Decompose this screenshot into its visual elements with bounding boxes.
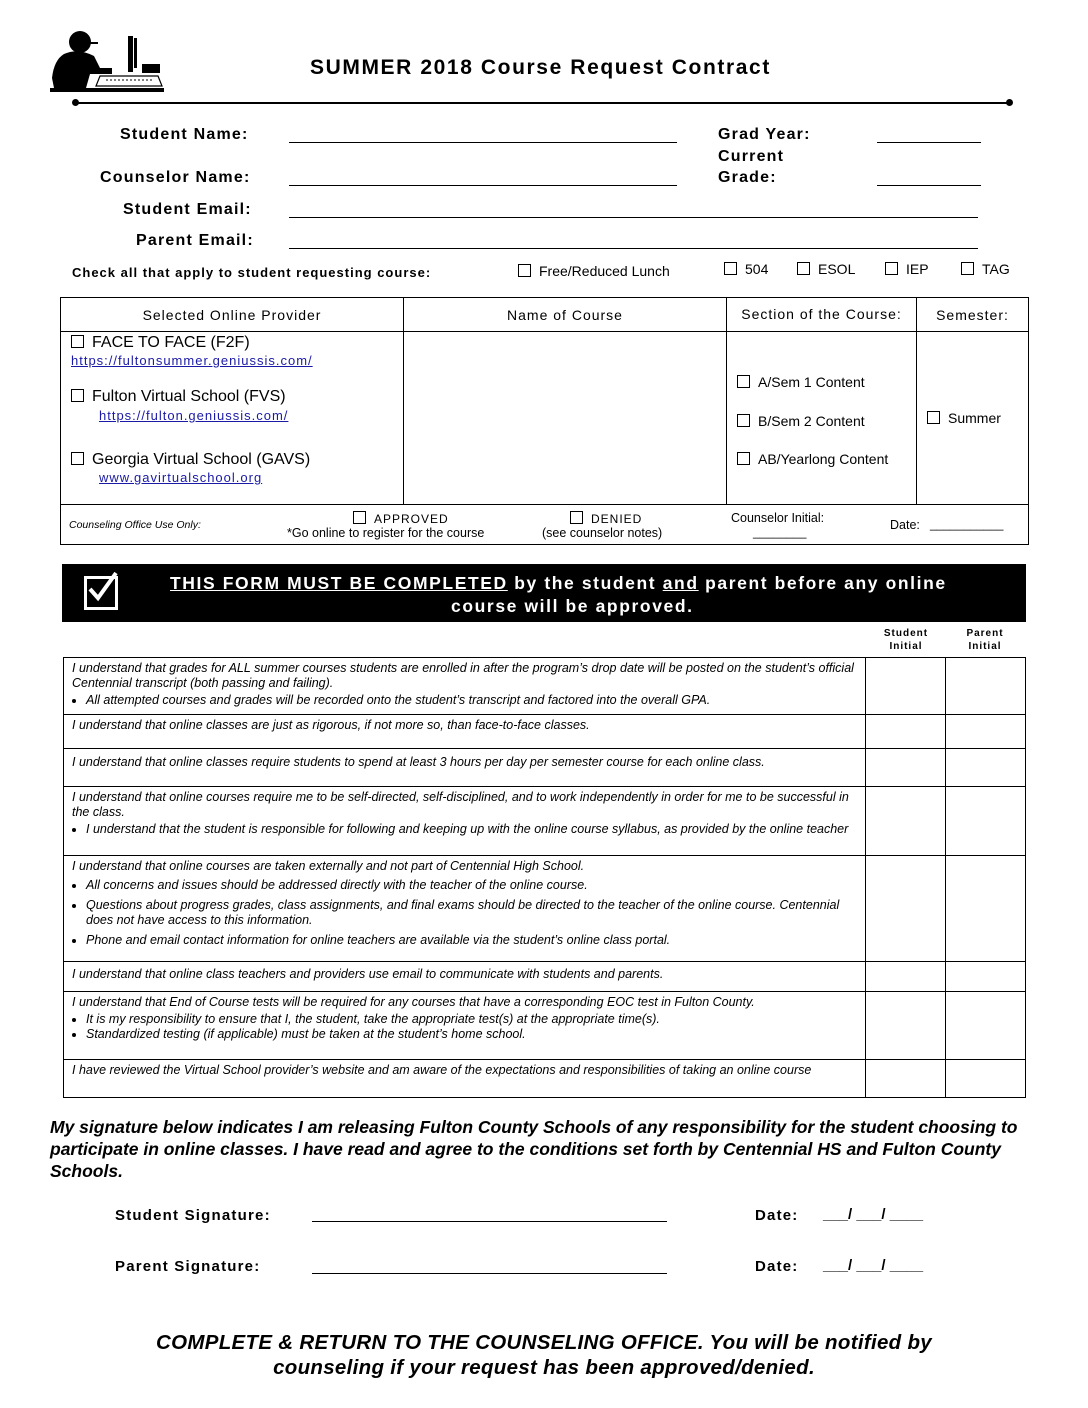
parent-date-field[interactable]: ___/ ___/ ____ [823,1257,924,1274]
student-initial-field[interactable] [866,856,946,962]
section-a-checkbox[interactable] [737,374,865,390]
header-course-name: Name of Course [404,298,727,332]
parent-initial-field[interactable] [946,715,1026,749]
statement-bullet: • Standardized testing (if applicable) must be taken at the student’s home school. [86,1027,857,1042]
approved-checkbox[interactable] [353,511,449,526]
tag-checkbox[interactable] [961,261,1010,277]
checkbox-icon [885,262,898,275]
checkbox-icon [353,511,366,524]
header-section: Section of the Course: [727,298,917,332]
banner-text-a: by the student [507,573,663,593]
checkbox-label: IEP [906,261,929,277]
summer-checkbox[interactable] [927,410,1001,426]
current-grade-label-2: Grade: [718,169,777,186]
student-initial-field[interactable] [866,749,946,787]
statement-text: I understand that online courses require me to be self-directed, self-disciplined, and to work independently in order for me to be successful in the class. [72,790,849,819]
section-label: B/Sem 2 Content [758,413,865,429]
checkbox-icon [797,262,810,275]
parent-initial-line-1: Parent [966,628,1004,639]
student-at-computer-logo [50,28,165,94]
grad-year-field[interactable] [877,142,981,143]
parent-initial-line-2: Initial [968,641,1002,652]
checkbox-icon [71,452,84,465]
parent-email-label: Parent Email: [136,232,254,249]
iep-checkbox[interactable] [885,261,929,277]
esol-checkbox[interactable] [797,261,855,277]
student-initial-field[interactable] [866,658,946,715]
statement-text: I understand that online classes require students to spend at least 3 hours per day per semester course for each online class. [72,755,765,769]
parent-signature-label: Parent Signature: [115,1258,261,1275]
checkbox-label: 504 [745,261,769,277]
statement-bullet: • Questions about progress grades, class assignments, and final exams should be directed to the teacher of the online course. Centennial does not have access to this information. [86,898,857,928]
parent-initial-field[interactable] [946,992,1026,1060]
provider-cell [61,332,404,505]
checkbox-icon [927,411,940,424]
banner-line-2: course will be approved. [451,596,694,616]
check-all-prompt: Check all that apply to student requesting course: [72,265,432,280]
fvs-link[interactable]: https://fulton.geniussis.com/ [99,408,289,423]
header-divider [75,102,1011,104]
statement-bullet: • All concerns and issues should be addressed directly with the teacher of the online course. [86,878,857,893]
counselor-initial-field[interactable]: ________ [753,525,807,539]
denied-note: (see counselor notes) [542,526,663,540]
completion-banner [62,564,1026,622]
approved-label: APPROVED [374,512,449,526]
provider-label: Georgia Virtual School (GAVS) [92,451,311,468]
office-date-label: Date: [890,518,920,532]
current-grade-field[interactable] [877,185,981,186]
free-reduced-lunch-checkbox[interactable] [518,263,670,279]
office-date-field[interactable]: ___________ [930,517,1004,531]
statement-text: I understand that End of Course tests will be required for any courses that have a corresponding EOC test in Fulton County. [72,995,755,1009]
parent-initial-field[interactable] [946,787,1026,856]
current-grade-label: Current [718,148,785,165]
semester-label: Summer [948,410,1001,426]
checkbox-label: Free/Reduced Lunch [539,263,670,279]
f2f-link[interactable]: https://fultonsummer.geniussis.com/ [71,353,313,368]
footer-line-1: COMPLETE & RETURN TO THE COUNSELING OFFICE. You will be notified by [156,1331,932,1354]
approved-note: *Go online to register for the course [287,526,485,540]
checkbox-label: TAG [982,261,1010,277]
student-date-label: Date: [755,1207,799,1224]
parent-date-label: Date: [755,1258,799,1275]
statement-1 [64,658,866,715]
statement-text: I understand that grades for ALL summer courses students are enrolled in after the program’s drop date will be posted on the student’s official Centennial transcript (both passing and failing). [72,661,854,690]
parent-initial-header [946,627,1024,653]
student-date-field[interactable]: ___/ ___/ ____ [823,1206,924,1223]
page-title: SUMMER 2018 Course Request Contract [310,56,771,79]
gavs-link[interactable]: www.gavirtualschool.org [99,470,263,485]
section-cell [727,332,917,505]
statement-3 [64,749,866,787]
checkbox-icon [71,389,84,402]
section-label: A/Sem 1 Content [758,374,865,390]
section-ab-checkbox[interactable] [737,451,888,467]
parent-initial-field[interactable] [946,749,1026,787]
student-initial-field[interactable] [866,962,946,992]
statement-8 [64,1060,866,1098]
provider-label: FACE TO FACE (F2F) [92,334,250,351]
provider-table [60,297,1029,545]
statement-bullet: • I understand that the student is responsible for following and keeping up with the online course syllabus, as provided by the online teacher [86,822,857,837]
banner-line-1 [170,573,947,594]
footer-instructions [40,1330,1048,1380]
student-initial-line-1: Student [883,628,929,639]
student-initial-field[interactable] [866,992,946,1060]
course-name-cell[interactable] [404,332,727,505]
banner-underline-1: THIS FORM MUST BE COMPLETED [170,573,508,593]
denied-checkbox[interactable] [570,511,642,526]
banner-underline-2: and [662,573,699,593]
parent-initial-field[interactable] [946,962,1026,992]
checkbox-icon [71,335,84,348]
parent-email-field[interactable] [289,248,978,249]
section-label: AB/Yearlong Content [758,451,889,467]
statement-text: I have reviewed the Virtual School provider’s website and am aware of the expectations and responsibilities of taking an online course [72,1063,812,1077]
office-use-label: Counseling Office Use Only: [69,519,201,531]
release-text: My signature below indicates I am releasing Fulton County Schools of any responsibility for the student choosing to participate in online classes. I have read and agree to the conditions set forth by Centennial HS and Fulton County Schools. [50,1117,1018,1181]
header-provider: Selected Online Provider [61,298,404,332]
statement-2 [64,715,866,749]
counselor-name-field[interactable] [289,185,677,186]
counselor-initial-label: Counselor Initial: [731,511,825,525]
parent-initial-field[interactable] [946,856,1026,962]
student-initial-field[interactable] [866,1060,946,1098]
statement-text: I understand that online courses are taken externally and not part of Centennial High School. [72,859,585,873]
checkbox-icon [737,414,750,427]
statement-5 [64,856,866,962]
f2f-checkbox[interactable] [71,334,250,352]
statement-7 [64,992,866,1060]
counselor-name-label: Counselor Name: [100,169,251,186]
divider-dot-right [1006,99,1013,106]
checkbox-icon [570,511,583,524]
footer-line-2: counseling if your request has been approved/denied. [273,1356,815,1379]
acknowledgement-table [63,657,1026,1098]
statement-text: I understand that online classes are just as rigorous, if not more so, than face-to-face classes. [72,718,590,732]
statement-bullet: • All attempted courses and grades will be recorded onto the student’s transcript and factored into the overall GPA. [86,693,857,708]
statement-4 [64,787,866,856]
student-initial-field[interactable] [866,787,946,856]
student-initial-header [868,627,944,653]
office-use-row [61,505,1029,545]
student-signature-label: Student Signature: [115,1207,271,1224]
grad-year-label: Grad Year: [718,126,811,143]
statement-bullet: • Phone and email contact information for online teachers are available via the student’s online class portal. [86,933,857,948]
parent-signature-field[interactable] [312,1273,667,1274]
denied-label: DENIED [591,512,643,526]
statement-6 [64,962,866,992]
section-b-checkbox[interactable] [737,413,865,429]
provider-label: Fulton Virtual School (FVS) [92,388,286,405]
parent-initial-field[interactable] [946,1060,1026,1098]
student-initial-field[interactable] [866,715,946,749]
header-semester: Semester: [917,298,1029,332]
student-email-field[interactable] [289,217,978,218]
checkbox-checked-icon [84,576,118,610]
checkbox-icon [737,452,750,465]
checkbox-icon [961,262,974,275]
student-email-label: Student Email: [123,201,252,218]
divider-dot-left [72,99,79,106]
student-signature-field[interactable] [312,1221,667,1222]
checkbox-icon [518,264,531,277]
student-name-label: Student Name: [120,126,249,143]
fvs-checkbox[interactable] [71,388,286,406]
statement-bullet: • It is my responsibility to ensure that I, the student, take the appropriate test(s) at the appropriate time(s). [86,1012,857,1027]
checkbox-icon [737,375,750,388]
statement-text: I understand that online class teachers and providers use email to communicate with students and parents. [72,967,664,981]
student-name-field[interactable] [289,142,677,143]
banner-text-c: parent before any online [698,573,947,593]
student-initial-line-2: Initial [889,641,923,652]
parent-initial-field[interactable] [946,658,1026,715]
checkbox-label: ESOL [818,261,856,277]
gavs-checkbox[interactable] [71,451,310,469]
checkbox-icon [724,262,737,275]
semester-cell [917,332,1029,505]
504-checkbox[interactable] [724,261,768,277]
